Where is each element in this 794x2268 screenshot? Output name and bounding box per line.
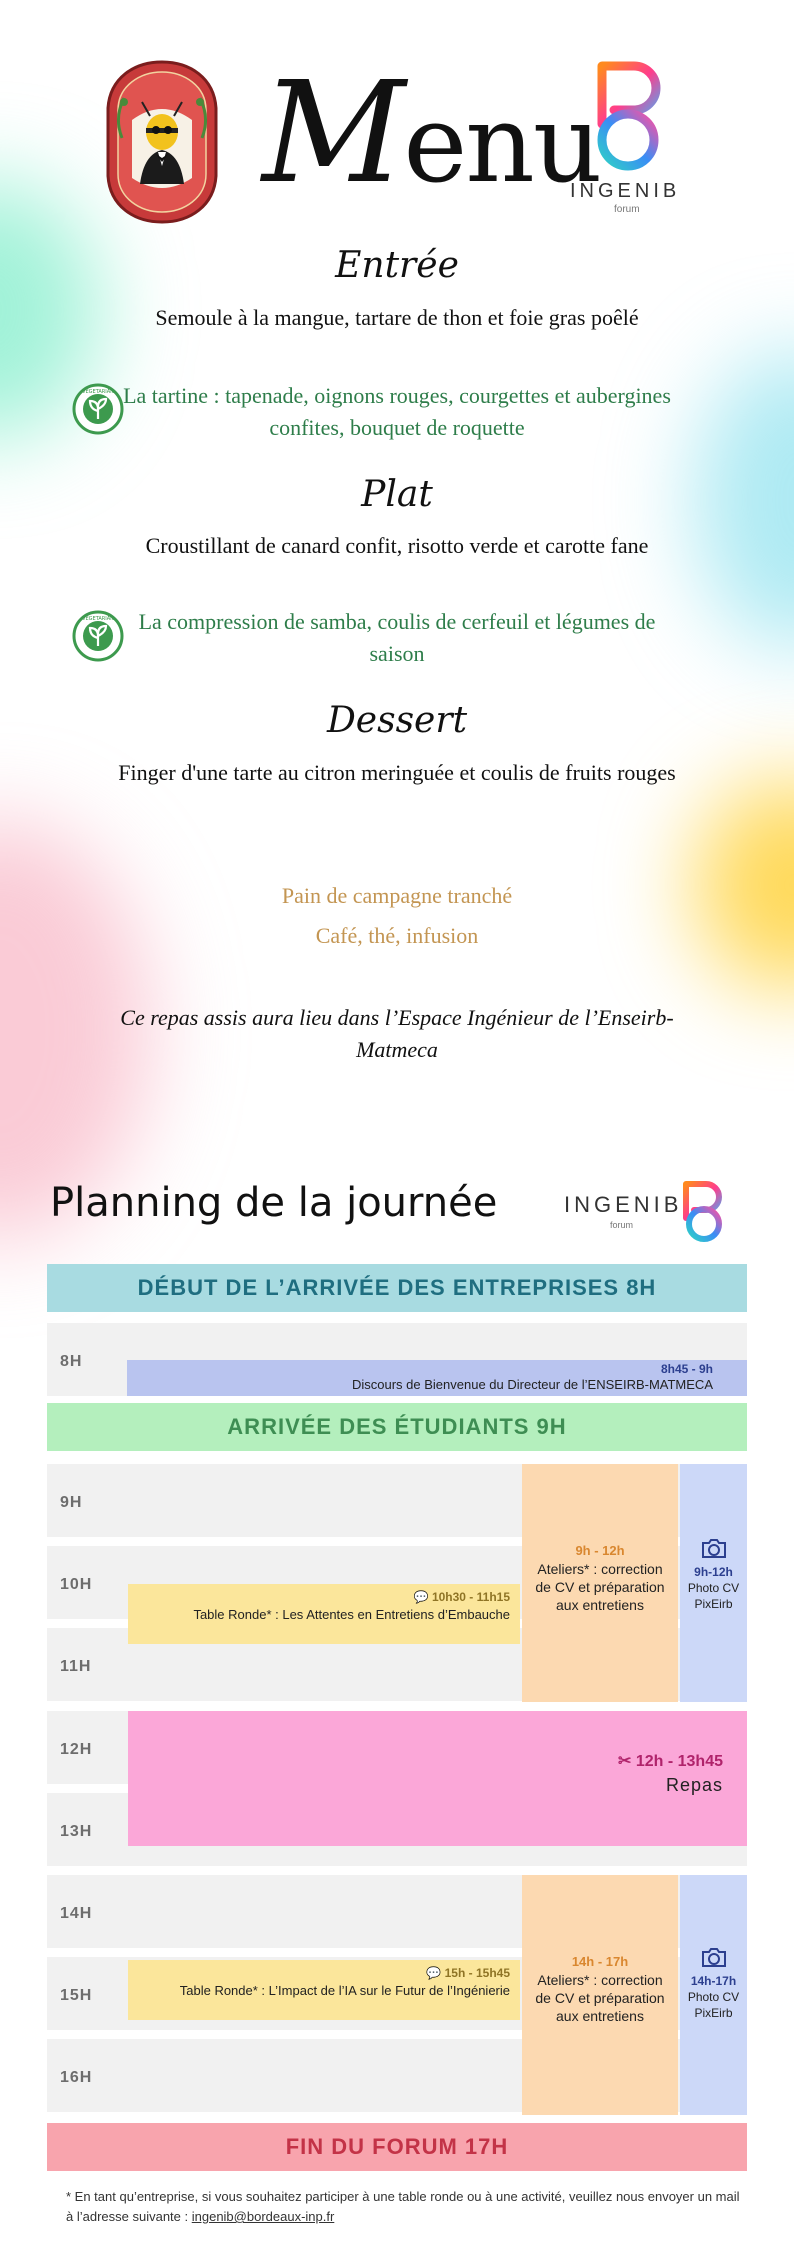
hour-label: 9H (60, 1494, 83, 1511)
banner-students-arrival: ARRIVÉE DES ÉTUDIANTS 9H (47, 1403, 747, 1451)
photo-1-event (680, 1464, 747, 1702)
photo-2-label: Photo CV PixEirb (687, 1990, 740, 2020)
plat-dish: Croustillant de canard confit, risotto verde et carotte fane (145, 533, 649, 558)
photo-1-label: Photo CV PixEirb (687, 1581, 740, 1611)
row-8h (47, 1323, 747, 1396)
footnote (66, 2187, 746, 2227)
lunch-label: Repas (665, 1775, 723, 1795)
entree-dish: Semoule à la mangue, tartare de thon et foie gras poêlé (155, 305, 639, 330)
footnote-text: * En tant qu’entreprise, si vous souhaitez participer à une table ronde ou à une activité, veuillez nous envoyer un mail à l’adresse suivante : (66, 2189, 740, 2224)
workshop-2-event (522, 1875, 678, 2115)
svg-text:VEGETARIAN: VEGETARIAN (82, 389, 114, 395)
hour-label: 16H (60, 2069, 93, 2086)
contact-email-link[interactable]: ingenib@bordeaux-inp.fr (191, 2209, 335, 2224)
workshop-2-time: 14h - 17h (571, 1954, 629, 1969)
photo-2-event (680, 1875, 747, 2115)
welcome-time: 8h45 - 9h (660, 1362, 713, 1376)
hour-label: 13H (60, 1823, 93, 1840)
hour-label: 8H (60, 1353, 83, 1370)
banner-forum-end: FIN DU FORUM 17H (47, 2123, 747, 2171)
hour-label: 14H (60, 1905, 93, 1922)
extra-bread: Pain de campagne tranché (281, 883, 513, 908)
round-table-1-time: 💬 10h30 - 11h15 (413, 1590, 510, 1604)
lunch-time: ✂ 12h - 13h45 (617, 1753, 723, 1770)
dessert-heading: Dessert (326, 700, 468, 741)
hour-label: 12H (60, 1741, 93, 1758)
dessert-dish: Finger d'une tarte au citron meringuée et coulis de fruits rouges (118, 760, 676, 785)
yellow-blob (694, 780, 794, 990)
ingenib-logo-text: INGENIB (570, 180, 681, 202)
round-table-1-event (128, 1584, 520, 1644)
camera-icon (700, 1536, 728, 1560)
ingenib-logo (566, 56, 696, 216)
banner-companies-arrival: DÉBUT DE L’ARRIVÉE DES ENTREPRISES 8H (47, 1264, 747, 1312)
round-table-2-event (128, 1960, 520, 2020)
planning-title: Planning de la journée (50, 1180, 498, 1226)
hour-label: 15H (60, 1987, 93, 2004)
welcome-speech-event (127, 1360, 747, 1396)
hour-label: 10H (60, 1576, 93, 1593)
cutlery-icon: ✂ (617, 1753, 636, 1770)
ingenib-logo-sub: forum (614, 204, 640, 215)
welcome-label: Discours de Bienvenue du Directeur de l’ENSEIRB-MATMECA (351, 1377, 713, 1392)
round-table-2-label: Table Ronde* : L’Impact de l’IA sur le Futur de l’Ingénierie (179, 1983, 510, 1998)
round-table-2-time: 💬 15h - 15h45 (426, 1966, 510, 1980)
ingenib-small-logo (560, 1178, 730, 1244)
meal-note: Ce repas assis aura lieu dans l’Espace Ingénieur de l’Enseirb-Matmeca (120, 1005, 674, 1062)
workshop-1-event (522, 1464, 678, 1702)
photo-1-time: 9h-12h (694, 1565, 733, 1579)
lunch-event (128, 1711, 747, 1846)
plat-heading: Plat (361, 474, 433, 515)
workshop-2-label: Ateliers* : correction de CV et préparation aux entretiens (535, 1972, 665, 2024)
speech-bubble-icon: 💬 (413, 1590, 432, 1604)
hour-label: 11H (60, 1658, 92, 1675)
ingenib-small-sub: forum (610, 1220, 634, 1230)
extra-drinks: Café, thé, infusion (315, 923, 479, 948)
workshop-1-label: Ateliers* : correction de CV et préparation aux entretiens (535, 1561, 665, 1613)
round-table-1-label: Table Ronde* : Les Attentes en Entretiens d’Embauche (193, 1607, 510, 1622)
entree-heading: Entrée (335, 245, 459, 286)
bee-crest-logo (102, 58, 222, 226)
workshop-1-time: 9h - 12h (575, 1543, 625, 1558)
plat-veg-dish: La compression de samba, coulis de cerfeuil et légumes de saison (138, 609, 656, 666)
ingenib-logo-mark (566, 56, 696, 176)
menu-title: Menu (262, 52, 601, 215)
ingenib-small-mark (678, 1178, 730, 1244)
speech-bubble-icon: 💬 (426, 1966, 445, 1980)
svg-text:VEGETARIAN: VEGETARIAN (82, 616, 114, 622)
camera-icon (700, 1945, 728, 1969)
photo-2-time: 14h-17h (690, 1974, 737, 1988)
entree-veg-dish: La tartine : tapenade, oignons rouges, courgettes et aubergines confites, bouquet de roquette (123, 383, 671, 440)
ingenib-small-text: INGENIB (564, 1192, 683, 1217)
